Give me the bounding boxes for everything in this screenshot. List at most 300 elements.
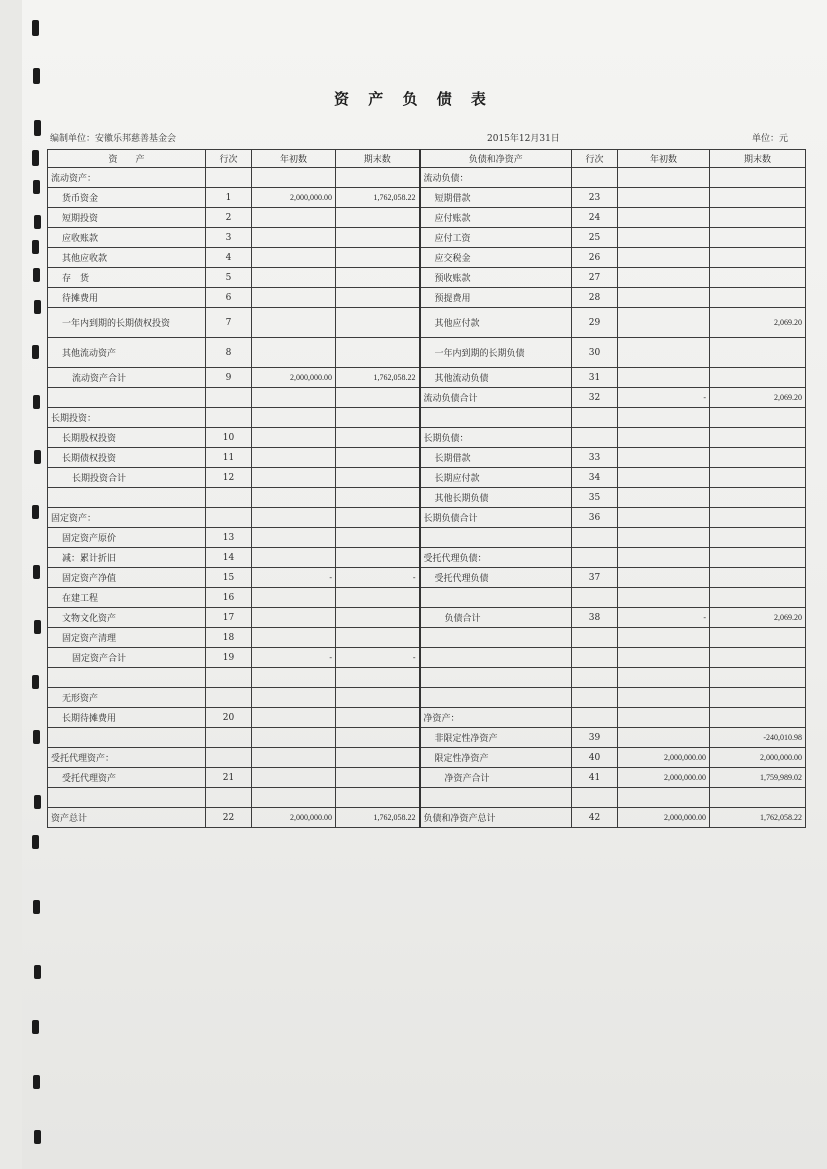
asset-line-no: 17 bbox=[206, 608, 252, 628]
header-asset: 资 产 bbox=[48, 150, 206, 168]
asset-end-value bbox=[336, 428, 420, 448]
liability-line-no: 34 bbox=[572, 468, 618, 488]
binding-hole bbox=[32, 240, 39, 254]
asset-label: 固定资产清理 bbox=[48, 628, 206, 648]
liability-begin-value bbox=[618, 408, 710, 428]
asset-end-value bbox=[336, 548, 420, 568]
asset-end-value bbox=[336, 588, 420, 608]
asset-end-value bbox=[336, 788, 420, 808]
header-line-2: 行次 bbox=[572, 150, 618, 168]
asset-begin-value bbox=[252, 338, 336, 368]
liability-begin-value bbox=[618, 368, 710, 388]
table-row bbox=[48, 808, 806, 828]
liability-begin-value bbox=[618, 728, 710, 748]
asset-end-value bbox=[336, 448, 420, 468]
asset-line-no: 19 bbox=[206, 648, 252, 668]
liability-line-no bbox=[572, 168, 618, 188]
liability-end-value: -240,010.98 bbox=[710, 728, 806, 748]
asset-label: 货币资金 bbox=[48, 188, 206, 208]
liability-end-value bbox=[710, 648, 806, 668]
asset-begin-value bbox=[252, 748, 336, 768]
liability-begin-value bbox=[618, 308, 710, 338]
asset-line-no: 15 bbox=[206, 568, 252, 588]
asset-line-no bbox=[206, 408, 252, 428]
liability-line-no bbox=[572, 628, 618, 648]
liability-label: 长期负债合计 bbox=[420, 508, 572, 528]
liability-end-value bbox=[710, 688, 806, 708]
asset-line-no: 12 bbox=[206, 468, 252, 488]
liability-end-value bbox=[710, 568, 806, 588]
liability-line-no bbox=[572, 408, 618, 428]
asset-begin-value bbox=[252, 408, 336, 428]
asset-end-value bbox=[336, 488, 420, 508]
liability-end-value bbox=[710, 588, 806, 608]
asset-line-no: 8 bbox=[206, 338, 252, 368]
binding-hole bbox=[32, 675, 39, 689]
binding-hole bbox=[33, 68, 40, 84]
table-row bbox=[48, 268, 806, 288]
liability-end-value bbox=[710, 208, 806, 228]
binding-hole bbox=[33, 565, 40, 579]
liability-line-no bbox=[572, 668, 618, 688]
asset-end-value bbox=[336, 228, 420, 248]
asset-label bbox=[48, 788, 206, 808]
asset-label: 长期投资： bbox=[48, 408, 206, 428]
table-row bbox=[48, 708, 806, 728]
liability-line-no bbox=[572, 548, 618, 568]
liability-begin-value bbox=[618, 528, 710, 548]
table-row bbox=[48, 728, 806, 748]
asset-line-no bbox=[206, 508, 252, 528]
liability-line-no: 24 bbox=[572, 208, 618, 228]
table-row bbox=[48, 568, 806, 588]
liability-label: 负债和净资产总计 bbox=[420, 808, 572, 828]
asset-end-value bbox=[336, 708, 420, 728]
report-date: 2015年12月31日 bbox=[487, 134, 560, 144]
liability-end-value bbox=[710, 338, 806, 368]
asset-begin-value: - bbox=[252, 648, 336, 668]
asset-line-no bbox=[206, 168, 252, 188]
table-row bbox=[48, 788, 806, 808]
binding-hole bbox=[33, 1075, 40, 1089]
table-row bbox=[48, 248, 806, 268]
asset-begin-value bbox=[252, 628, 336, 648]
table-row bbox=[48, 308, 806, 338]
asset-label bbox=[48, 488, 206, 508]
asset-end-value bbox=[336, 168, 420, 188]
asset-label: 其他应收款 bbox=[48, 248, 206, 268]
report-title: 资 产 负 债 表 bbox=[334, 90, 493, 108]
asset-begin-value bbox=[252, 308, 336, 338]
binding-hole bbox=[32, 1020, 39, 1034]
table-row bbox=[48, 548, 806, 568]
liability-end-value bbox=[710, 288, 806, 308]
liability-line-no bbox=[572, 428, 618, 448]
asset-line-no: 18 bbox=[206, 628, 252, 648]
asset-line-no: 4 bbox=[206, 248, 252, 268]
liability-line-no bbox=[572, 588, 618, 608]
table-row bbox=[48, 468, 806, 488]
binding-hole bbox=[34, 965, 41, 979]
liability-line-no bbox=[572, 648, 618, 668]
asset-label: 长期待摊费用 bbox=[48, 708, 206, 728]
binding-hole bbox=[34, 795, 41, 809]
binding-hole bbox=[33, 730, 40, 744]
table-row bbox=[48, 748, 806, 768]
binding-holes bbox=[0, 0, 50, 1169]
liability-label: 负债合计 bbox=[420, 608, 572, 628]
asset-begin-value bbox=[252, 548, 336, 568]
asset-end-value bbox=[336, 468, 420, 488]
asset-line-no: 3 bbox=[206, 228, 252, 248]
asset-begin-value bbox=[252, 268, 336, 288]
asset-end-value bbox=[336, 308, 420, 338]
asset-label: 流动资产： bbox=[48, 168, 206, 188]
asset-line-no: 22 bbox=[206, 808, 252, 828]
liability-line-no: 39 bbox=[572, 728, 618, 748]
liability-label: 应交税金 bbox=[420, 248, 572, 268]
asset-begin-value bbox=[252, 788, 336, 808]
asset-end-value bbox=[336, 338, 420, 368]
asset-label: 固定资产原价 bbox=[48, 528, 206, 548]
binding-hole bbox=[34, 215, 41, 229]
liability-begin-value bbox=[618, 428, 710, 448]
table-row bbox=[48, 528, 806, 548]
header-liabilities: 负债和净资产 bbox=[420, 150, 572, 168]
liability-line-no: 23 bbox=[572, 188, 618, 208]
liability-line-no: 36 bbox=[572, 508, 618, 528]
asset-end-value bbox=[336, 508, 420, 528]
liability-begin-value bbox=[618, 788, 710, 808]
asset-line-no: 16 bbox=[206, 588, 252, 608]
asset-line-no: 21 bbox=[206, 768, 252, 788]
asset-label: 存 货 bbox=[48, 268, 206, 288]
asset-label: 受托代理资产 bbox=[48, 768, 206, 788]
asset-line-no bbox=[206, 668, 252, 688]
liability-begin-value: 2,000,000.00 bbox=[618, 748, 710, 768]
asset-label: 固定资产： bbox=[48, 508, 206, 528]
liability-line-no: 28 bbox=[572, 288, 618, 308]
liability-end-value bbox=[710, 408, 806, 428]
asset-begin-value bbox=[252, 588, 336, 608]
liability-line-no bbox=[572, 528, 618, 548]
binding-hole bbox=[33, 395, 40, 409]
liability-line-no: 35 bbox=[572, 488, 618, 508]
asset-end-value bbox=[336, 288, 420, 308]
liability-end-value: 2,069.20 bbox=[710, 608, 806, 628]
liability-line-no: 26 bbox=[572, 248, 618, 268]
asset-label: 应收账款 bbox=[48, 228, 206, 248]
liability-label: 长期负债： bbox=[420, 428, 572, 448]
liability-label: 长期应付款 bbox=[420, 468, 572, 488]
asset-label: 受托代理资产： bbox=[48, 748, 206, 768]
liability-end-value bbox=[710, 628, 806, 648]
asset-begin-value bbox=[252, 288, 336, 308]
liability-begin-value bbox=[618, 648, 710, 668]
liability-line-no: 37 bbox=[572, 568, 618, 588]
liability-label bbox=[420, 408, 572, 428]
liability-label: 净资产： bbox=[420, 708, 572, 728]
liability-end-value bbox=[710, 548, 806, 568]
asset-label: 其他流动资产 bbox=[48, 338, 206, 368]
liability-line-no: 25 bbox=[572, 228, 618, 248]
asset-end-value bbox=[336, 668, 420, 688]
liability-begin-value bbox=[618, 468, 710, 488]
asset-line-no: 7 bbox=[206, 308, 252, 338]
asset-end-value bbox=[336, 388, 420, 408]
table-row bbox=[48, 688, 806, 708]
liability-label bbox=[420, 648, 572, 668]
asset-label: 长期股权投资 bbox=[48, 428, 206, 448]
liability-end-value: 2,069.20 bbox=[710, 308, 806, 338]
liability-begin-value bbox=[618, 708, 710, 728]
asset-label bbox=[48, 728, 206, 748]
liability-end-value bbox=[710, 788, 806, 808]
liability-end-value: 2,069.20 bbox=[710, 388, 806, 408]
table-row bbox=[48, 488, 806, 508]
liability-line-no bbox=[572, 708, 618, 728]
table-row bbox=[48, 628, 806, 648]
asset-line-no: 10 bbox=[206, 428, 252, 448]
org-label: 编制单位：安徽乐邦慈善基金会 bbox=[50, 134, 177, 144]
asset-end-value bbox=[336, 748, 420, 768]
liability-label: 短期借款 bbox=[420, 188, 572, 208]
liability-begin-value bbox=[618, 338, 710, 368]
liability-line-no: 40 bbox=[572, 748, 618, 768]
liability-begin-value bbox=[618, 628, 710, 648]
asset-line-no: 14 bbox=[206, 548, 252, 568]
liability-end-value bbox=[710, 508, 806, 528]
asset-begin-value bbox=[252, 208, 336, 228]
balance-sheet-table bbox=[47, 149, 806, 828]
binding-hole bbox=[34, 120, 41, 136]
asset-line-no bbox=[206, 788, 252, 808]
asset-begin-value bbox=[252, 708, 336, 728]
asset-label: 短期投资 bbox=[48, 208, 206, 228]
liability-begin-value bbox=[618, 228, 710, 248]
liability-end-value bbox=[710, 428, 806, 448]
liability-label: 非限定性净资产 bbox=[420, 728, 572, 748]
asset-begin-value: 2,000,000.00 bbox=[252, 188, 336, 208]
liability-line-no: 38 bbox=[572, 608, 618, 628]
liability-line-no: 29 bbox=[572, 308, 618, 338]
liability-end-value bbox=[710, 528, 806, 548]
liability-label bbox=[420, 628, 572, 648]
liability-begin-value: 2,000,000.00 bbox=[618, 808, 710, 828]
liability-label: 预提费用 bbox=[420, 288, 572, 308]
liability-label: 其他应付款 bbox=[420, 308, 572, 338]
liability-begin-value bbox=[618, 168, 710, 188]
liability-label: 受托代理负债 bbox=[420, 568, 572, 588]
liability-line-no: 41 bbox=[572, 768, 618, 788]
liability-begin-value: - bbox=[618, 388, 710, 408]
liability-label: 长期借款 bbox=[420, 448, 572, 468]
table-row bbox=[48, 408, 806, 428]
asset-end-value bbox=[336, 268, 420, 288]
asset-begin-value bbox=[252, 688, 336, 708]
table-row bbox=[48, 508, 806, 528]
asset-line-no: 20 bbox=[206, 708, 252, 728]
binding-hole bbox=[34, 450, 41, 464]
liability-end-value bbox=[710, 188, 806, 208]
asset-begin-value bbox=[252, 488, 336, 508]
header-begin: 年初数 bbox=[252, 150, 336, 168]
liability-label: 净资产合计 bbox=[420, 768, 572, 788]
liability-label bbox=[420, 528, 572, 548]
liability-begin-value: - bbox=[618, 608, 710, 628]
asset-line-no: 11 bbox=[206, 448, 252, 468]
liability-begin-value bbox=[618, 588, 710, 608]
table-row bbox=[48, 388, 806, 408]
liability-end-value bbox=[710, 448, 806, 468]
liability-begin-value bbox=[618, 548, 710, 568]
liability-line-no: 42 bbox=[572, 808, 618, 828]
liability-begin-value bbox=[618, 248, 710, 268]
asset-label: 减：累计折旧 bbox=[48, 548, 206, 568]
liability-end-value bbox=[710, 248, 806, 268]
asset-end-value: - bbox=[336, 648, 420, 668]
table-row bbox=[48, 768, 806, 788]
asset-label: 文物文化资产 bbox=[48, 608, 206, 628]
liability-begin-value bbox=[618, 448, 710, 468]
asset-begin-value bbox=[252, 468, 336, 488]
liability-end-value bbox=[710, 228, 806, 248]
asset-begin-value: 2,000,000.00 bbox=[252, 368, 336, 388]
asset-line-no: 6 bbox=[206, 288, 252, 308]
liability-label: 一年内到期的长期负债 bbox=[420, 338, 572, 368]
asset-label: 长期投资合计 bbox=[48, 468, 206, 488]
asset-end-value bbox=[336, 408, 420, 428]
liability-line-no: 32 bbox=[572, 388, 618, 408]
liability-label bbox=[420, 588, 572, 608]
asset-label: 资产总计 bbox=[48, 808, 206, 828]
liability-label: 应付账款 bbox=[420, 208, 572, 228]
liability-begin-value bbox=[618, 208, 710, 228]
asset-begin-value bbox=[252, 428, 336, 448]
binding-hole bbox=[32, 150, 39, 166]
asset-begin-value bbox=[252, 448, 336, 468]
liability-line-no: 33 bbox=[572, 448, 618, 468]
liability-end-value bbox=[710, 268, 806, 288]
asset-line-no: 5 bbox=[206, 268, 252, 288]
liability-label: 流动负债合计 bbox=[420, 388, 572, 408]
liability-line-no: 27 bbox=[572, 268, 618, 288]
liability-end-value bbox=[710, 468, 806, 488]
liability-end-value: 1,759,989.02 bbox=[710, 768, 806, 788]
asset-line-no bbox=[206, 388, 252, 408]
asset-line-no bbox=[206, 748, 252, 768]
asset-begin-value: 2,000,000.00 bbox=[252, 808, 336, 828]
unit-label: 单位：元 bbox=[752, 134, 789, 144]
asset-end-value bbox=[336, 728, 420, 748]
asset-label bbox=[48, 388, 206, 408]
liability-label bbox=[420, 788, 572, 808]
asset-begin-value bbox=[252, 388, 336, 408]
binding-hole bbox=[34, 620, 41, 634]
asset-end-value bbox=[336, 248, 420, 268]
table-row bbox=[48, 168, 806, 188]
asset-begin-value bbox=[252, 768, 336, 788]
asset-end-value bbox=[336, 768, 420, 788]
table-row bbox=[48, 228, 806, 248]
liability-end-value bbox=[710, 488, 806, 508]
liability-begin-value bbox=[618, 568, 710, 588]
liability-end-value: 1,762,058.22 bbox=[710, 808, 806, 828]
asset-line-no bbox=[206, 728, 252, 748]
table-header-row bbox=[48, 150, 806, 168]
liability-begin-value bbox=[618, 288, 710, 308]
asset-label: 在建工程 bbox=[48, 588, 206, 608]
liability-label: 预收账款 bbox=[420, 268, 572, 288]
liability-begin-value bbox=[618, 688, 710, 708]
asset-line-no: 9 bbox=[206, 368, 252, 388]
liability-label: 应付工资 bbox=[420, 228, 572, 248]
table-row bbox=[48, 188, 806, 208]
asset-end-value bbox=[336, 688, 420, 708]
asset-label: 流动资产合计 bbox=[48, 368, 206, 388]
header-end: 期末数 bbox=[336, 150, 420, 168]
liability-label: 其他流动负债 bbox=[420, 368, 572, 388]
table-row bbox=[48, 428, 806, 448]
table-row bbox=[48, 338, 806, 368]
binding-hole bbox=[33, 180, 40, 194]
asset-line-no: 1 bbox=[206, 188, 252, 208]
asset-begin-value bbox=[252, 728, 336, 748]
liability-end-value bbox=[710, 368, 806, 388]
asset-begin-value bbox=[252, 248, 336, 268]
liability-end-value bbox=[710, 668, 806, 688]
asset-end-value: 1,762,058.22 bbox=[336, 368, 420, 388]
table-row bbox=[48, 608, 806, 628]
liability-begin-value bbox=[618, 668, 710, 688]
binding-hole bbox=[33, 900, 40, 914]
asset-label: 一年内到期的长期债权投资 bbox=[48, 308, 206, 338]
binding-hole bbox=[33, 268, 40, 282]
liability-line-no bbox=[572, 788, 618, 808]
asset-end-value: - bbox=[336, 568, 420, 588]
table-row bbox=[48, 208, 806, 228]
liability-label bbox=[420, 688, 572, 708]
liability-begin-value bbox=[618, 268, 710, 288]
liability-label bbox=[420, 668, 572, 688]
asset-begin-value bbox=[252, 228, 336, 248]
liability-label: 受托代理负债： bbox=[420, 548, 572, 568]
asset-begin-value bbox=[252, 508, 336, 528]
liability-line-no: 30 bbox=[572, 338, 618, 368]
asset-line-no: 2 bbox=[206, 208, 252, 228]
asset-begin-value bbox=[252, 608, 336, 628]
header-begin-2: 年初数 bbox=[618, 150, 710, 168]
asset-end-value bbox=[336, 528, 420, 548]
asset-end-value bbox=[336, 628, 420, 648]
asset-label: 无形资产 bbox=[48, 688, 206, 708]
table-row bbox=[48, 588, 806, 608]
asset-begin-value bbox=[252, 168, 336, 188]
binding-hole bbox=[34, 300, 41, 314]
binding-hole bbox=[32, 505, 39, 519]
liability-label: 其他长期负债 bbox=[420, 488, 572, 508]
asset-begin-value: - bbox=[252, 568, 336, 588]
liability-end-value bbox=[710, 168, 806, 188]
liability-begin-value: 2,000,000.00 bbox=[618, 768, 710, 788]
asset-label: 固定资产合计 bbox=[48, 648, 206, 668]
binding-hole bbox=[34, 1130, 41, 1144]
liability-begin-value bbox=[618, 488, 710, 508]
binding-hole bbox=[32, 835, 39, 849]
table-row bbox=[48, 648, 806, 668]
liability-end-value: 2,000,000.00 bbox=[710, 748, 806, 768]
liability-line-no: 31 bbox=[572, 368, 618, 388]
